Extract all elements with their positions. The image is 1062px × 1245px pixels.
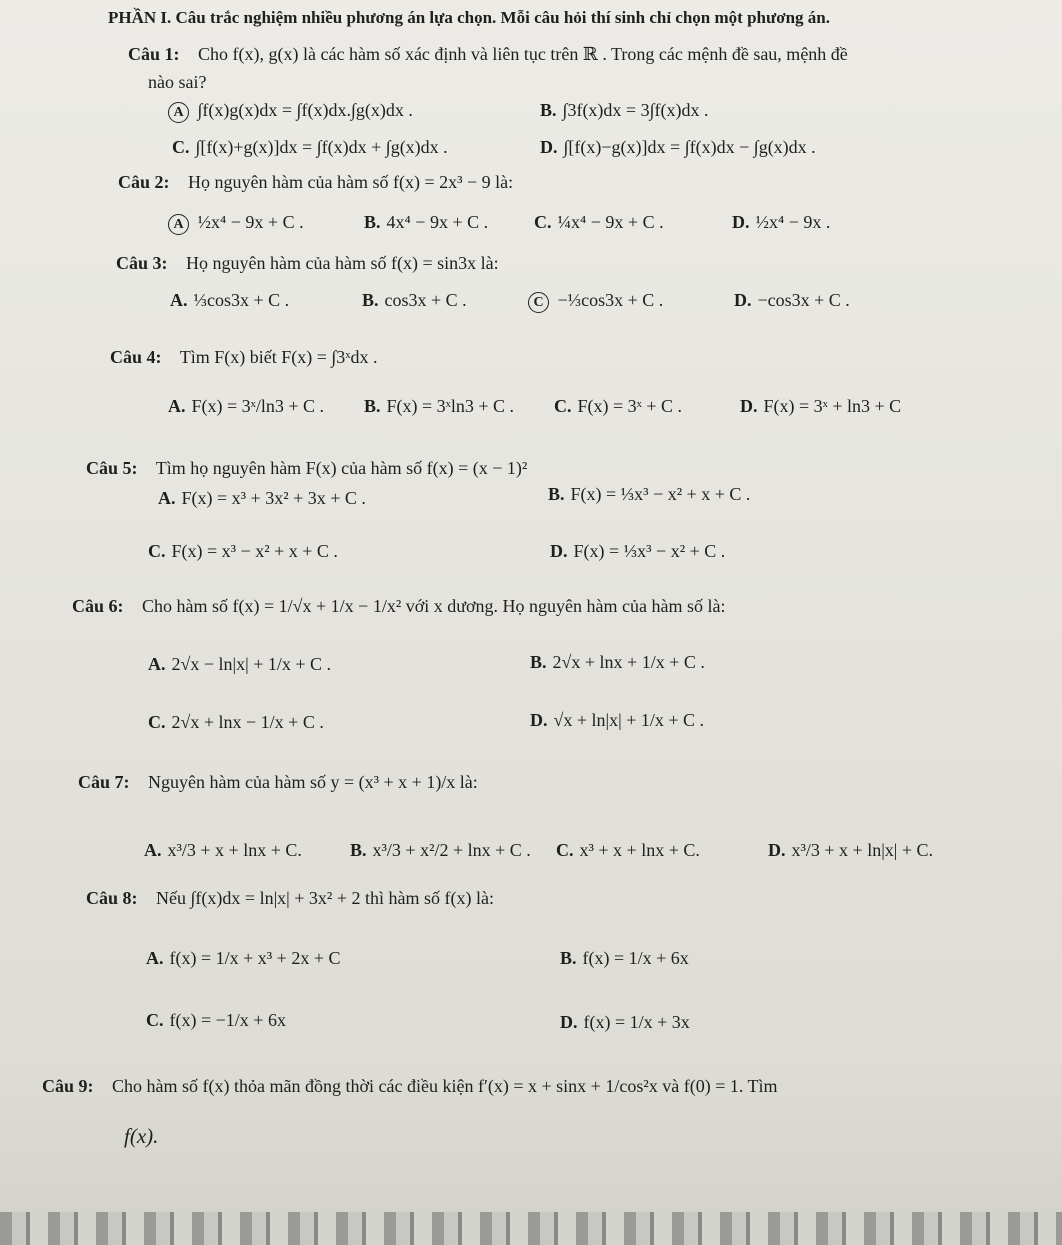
q2-option-c-text: ¼x⁴ − 9x + C . (557, 212, 664, 232)
q7-option-d-text: x³/3 + x + ln|x| + C. (791, 840, 934, 860)
q5-option-c: C. F(x) = x³ − x² + x + C . (148, 541, 338, 561)
q6-option-a: A. 2√x − ln|x| + 1/x + C . (148, 654, 332, 674)
q7-option-b: B. x³/3 + x²/2 + lnx + C . (350, 840, 531, 860)
q8-option-d-text: f(x) = 1/x + 3x (583, 1012, 690, 1032)
q6-option-d: D. √x + ln|x| + 1/x + C . (530, 710, 705, 730)
question-2-number: Câu 2: (118, 172, 170, 192)
question-3 (116, 253, 499, 274)
q3-option-a: A. ⅓cos3x + C . (170, 290, 290, 310)
q3-option-d-text: −cos3x + C . (757, 290, 850, 310)
q6-option-b: B. 2√x + lnx + 1/x + C . (530, 652, 705, 672)
q4-option-c: C. F(x) = 3ˣ + C . (554, 396, 683, 416)
q6-option-b-text: 2√x + lnx + 1/x + C . (552, 652, 705, 672)
q1-option-d-text: ∫[f(x)−g(x)]dx = ∫f(x)dx − ∫g(x)dx . (563, 137, 816, 157)
question-7 (78, 772, 478, 793)
q5-option-c-text: F(x) = x³ − x² + x + C . (171, 541, 338, 561)
q8-option-a: A. f(x) = 1/x + x³ + 2x + C (146, 948, 341, 968)
q8-option-a-text: f(x) = 1/x + x³ + 2x + C (169, 948, 341, 968)
question-7-text: Nguyên hàm của hàm số y = (x³ + x + 1)/x là: (148, 772, 478, 792)
q3-option-d: D. −cos3x + C . (734, 290, 850, 310)
q2-option-d: D. ½x⁴ − 9x . (732, 212, 831, 232)
q1-option-b-text: ∫3f(x)dx = 3∫f(x)dx . (562, 100, 709, 120)
q6-option-c-text: 2√x + lnx − 1/x + C . (171, 712, 324, 732)
q5-option-b-text: F(x) = ⅓x³ − x² + x + C . (570, 484, 751, 504)
q7-option-d: D. x³/3 + x + ln|x| + C. (768, 840, 934, 860)
question-3-text: Họ nguyên hàm của hàm số f(x) = sin3x là: (186, 253, 499, 273)
q8-option-b: B. f(x) = 1/x + 6x (560, 948, 689, 968)
q3-option-b: B. cos3x + C . (362, 290, 467, 310)
question-5-number: Câu 5: (86, 458, 138, 478)
question-8-text: Nếu ∫f(x)dx = ln|x| + 3x² + 2 thì hàm số f(x) là: (156, 888, 494, 908)
q2-option-b: B. 4x⁴ − 9x + C . (364, 212, 489, 232)
pen-circle-icon: A (168, 214, 189, 235)
q5-option-d-text: F(x) = ⅓x³ − x² + C . (573, 541, 726, 561)
question-8-number: Câu 8: (86, 888, 138, 908)
question-3-number: Câu 3: (116, 253, 168, 273)
q1-option-a (168, 100, 413, 123)
question-9-text-cont: f(x). (124, 1124, 159, 1148)
q4-option-b: B. F(x) = 3ˣln3 + C . (364, 396, 515, 416)
q4-option-d-text: F(x) = 3ˣ + ln3 + C (763, 396, 902, 416)
q3-option-a-text: ⅓cos3x + C . (193, 290, 290, 310)
q4-option-b-text: F(x) = 3ˣln3 + C . (386, 396, 515, 416)
pen-circle-icon: C (528, 292, 549, 313)
question-4 (110, 347, 377, 368)
q4-option-c-text: F(x) = 3ˣ + C . (577, 396, 683, 416)
q2-option-a-text: ½x⁴ − 9x + C . (197, 212, 304, 232)
q6-option-c: C. 2√x + lnx − 1/x + C . (148, 712, 324, 732)
question-4-number: Câu 4: (110, 347, 162, 367)
question-8 (86, 888, 494, 909)
question-1 (128, 44, 848, 65)
question-9 (42, 1076, 778, 1097)
question-2 (118, 172, 513, 193)
q8-option-c-text: f(x) = −1/x + 6x (169, 1010, 286, 1030)
q7-option-a: A. x³/3 + x + lnx + C. (144, 840, 302, 860)
section-header: PHẦN I. Câu trắc nghiệm nhiều phương án lựa chọn. Mỗi câu hỏi thí sinh chỉ chọn một phương án. (108, 8, 831, 27)
q1-option-a-text: ∫f(x)g(x)dx = ∫f(x)dx.∫g(x)dx . (197, 100, 413, 120)
q1-option-c: C. ∫[f(x)+g(x)]dx = ∫f(x)dx + ∫g(x)dx . (172, 137, 448, 157)
q7-option-c: C. x³ + x + lnx + C. (556, 840, 700, 860)
q5-option-a: A. F(x) = x³ + 3x² + 3x + C . (158, 488, 366, 508)
question-7-number: Câu 7: (78, 772, 130, 792)
q4-option-a-text: F(x) = 3ˣ/ln3 + C . (191, 396, 325, 416)
q4-option-a: A. F(x) = 3ˣ/ln3 + C . (168, 396, 325, 416)
q7-option-b-text: x³/3 + x²/2 + lnx + C . (372, 840, 531, 860)
q2-option-a (168, 212, 304, 235)
question-4-text: Tìm F(x) biết F(x) = ∫3ˣdx . (179, 347, 378, 367)
page-bottom-edge (0, 1212, 1062, 1245)
q6-option-a-text: 2√x − ln|x| + 1/x + C . (171, 654, 332, 674)
q5-option-d: D. F(x) = ⅓x³ − x² + C . (550, 541, 726, 561)
q7-option-c-text: x³ + x + lnx + C. (579, 840, 700, 860)
q1-option-c-text: ∫[f(x)+g(x)]dx = ∫f(x)dx + ∫g(x)dx . (195, 137, 448, 157)
q4-option-d: D. F(x) = 3ˣ + ln3 + C (740, 396, 902, 416)
q8-option-d: D. f(x) = 1/x + 3x (560, 1012, 690, 1032)
q3-option-c (528, 290, 663, 313)
q3-option-b-text: cos3x + C . (384, 290, 467, 310)
question-6-number: Câu 6: (72, 596, 124, 616)
pen-circle-icon: A (168, 102, 189, 123)
question-5-text: Tìm họ nguyên hàm F(x) của hàm số f(x) = (x − 1)² (155, 458, 528, 478)
q5-option-b: B. F(x) = ⅓x³ − x² + x + C . (548, 484, 751, 504)
question-1-number: Câu 1: (128, 44, 180, 64)
q8-option-c: C. f(x) = −1/x + 6x (146, 1010, 286, 1030)
q2-option-b-text: 4x⁴ − 9x + C . (386, 212, 489, 232)
q3-option-c-text: −⅓cos3x + C . (557, 290, 664, 310)
question-1-text-cont: nào sai? (148, 72, 207, 92)
question-9-text: Cho hàm số f(x) thỏa mãn đồng thời các điều kiện f′(x) = x + sinx + 1/cos²x và f(0) = 1. Tìm (112, 1076, 778, 1096)
q6-option-d-text: √x + ln|x| + 1/x + C . (553, 710, 705, 730)
question-5 (86, 458, 527, 479)
q2-option-c: C. ¼x⁴ − 9x + C . (534, 212, 664, 232)
q7-option-a-text: x³/3 + x + lnx + C. (167, 840, 302, 860)
question-6-text: Cho hàm số f(x) = 1/√x + 1/x − 1/x² với x dương. Họ nguyên hàm của hàm số là: (142, 596, 726, 616)
question-1-text: Cho f(x), g(x) là các hàm số xác định và liên tục trên ℝ . Trong các mệnh đề sau, mệnh đề (198, 44, 848, 64)
question-6 (72, 596, 725, 617)
q2-option-d-text: ½x⁴ − 9x . (755, 212, 831, 232)
q1-option-b: B. ∫3f(x)dx = 3∫f(x)dx . (540, 100, 709, 120)
question-2-text: Họ nguyên hàm của hàm số f(x) = 2x³ − 9 là: (188, 172, 514, 192)
q5-option-a-text: F(x) = x³ + 3x² + 3x + C . (181, 488, 366, 508)
q1-option-d: D. ∫[f(x)−g(x)]dx = ∫f(x)dx − ∫g(x)dx . (540, 137, 816, 157)
question-9-number: Câu 9: (42, 1076, 94, 1096)
q8-option-b-text: f(x) = 1/x + 6x (582, 948, 689, 968)
